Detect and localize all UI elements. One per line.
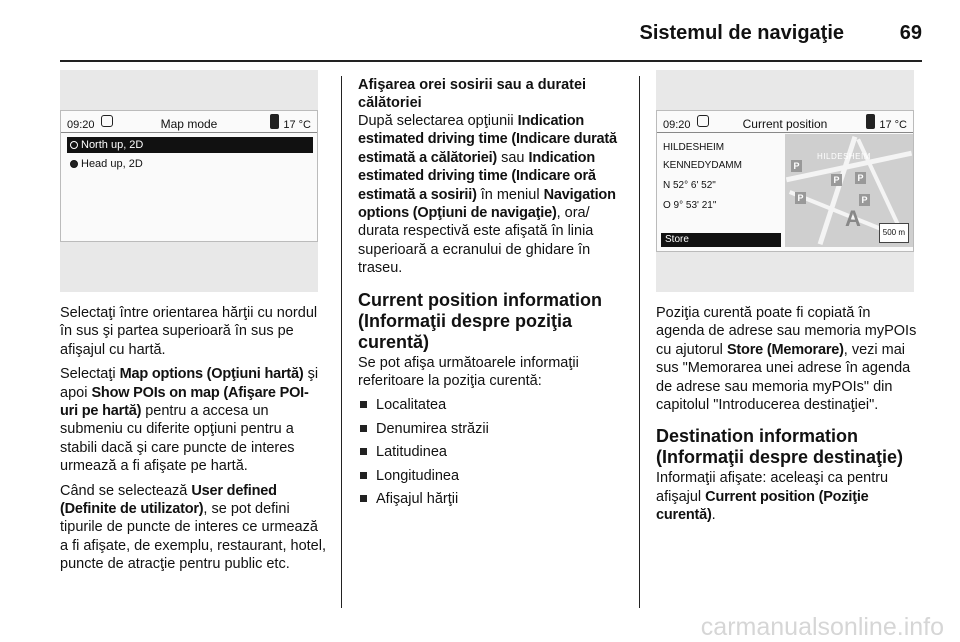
option-label: Head up, 2D <box>81 158 143 170</box>
street-name: KENNEDYDAMM <box>663 160 742 171</box>
watermark: carmanualsonline.info <box>700 613 944 641</box>
page-number: 69 <box>899 22 922 44</box>
section-heading: Destination information (Informaţii despre destinaţie) <box>656 426 904 468</box>
map-scale: 500 m <box>879 223 909 243</box>
list-item: Afişajul hărţii <box>358 490 626 508</box>
thermometer-icon <box>270 114 279 129</box>
parking-icon: P <box>791 160 802 172</box>
current-position-screen <box>656 70 914 292</box>
column-divider <box>639 76 640 608</box>
city-name: HILDESHEIM <box>663 142 725 153</box>
temperature: 17 °C <box>283 119 311 131</box>
list-item: Localitatea <box>358 396 626 414</box>
paragraph: Când se selectează User defined (Definite de utilizator), se pot defini tipurile de puncte de interes ce urmează a fi afişate, de exemplu, restaurant, hotel, puncte de atracţie pentru public etc. <box>60 482 326 573</box>
section-heading: Current position information (Informaţii despre poziţia curentă) <box>358 289 602 352</box>
map-city-label: HILDESHEIM <box>817 152 871 161</box>
paragraph: Poziţia curentă poate fi copiată în agenda de adrese sau memoria myPOIs cu ajutorul Store (Memorare), vezi mai sus "Memorarea unei adrese în agenda de adrese sau memoria myPOIs" din capitolul "Introducerea destinaţiei". <box>656 305 917 414</box>
paragraph: Informaţii afişate: aceleaşi ca pentru afişajul Current position (Poziţie curentă). <box>656 470 889 524</box>
parking-icon: P <box>855 172 866 184</box>
paragraph: Selectaţi între orientarea hărţii cu nordul în sus şi partea superioară în sus pe afişajul cu hartă. <box>60 305 318 358</box>
map-view[interactable] <box>785 134 913 247</box>
map-mode-screen <box>60 70 318 292</box>
column-3 <box>656 70 922 531</box>
section-heading: Afişarea orei sosirii sau a duratei călătoriei <box>358 77 587 111</box>
radio-selected-icon <box>70 160 78 168</box>
paragraph: Selectaţi Map options (Opţiuni hartă) şi apoi Show POIs on map (Afişare POI-uri pe hartă) pentru a accesa un submeniu cu diferite opţiuni pentru a stabili dacă şi care puncte de interes urmează a fi afişate pe hartă. <box>60 366 319 475</box>
option-label: North up, 2D <box>81 139 144 151</box>
column-divider <box>341 76 342 608</box>
screen-status-bar <box>657 111 913 133</box>
list-item: Longitudinea <box>358 467 626 485</box>
clock-time: 09:20 <box>67 119 95 131</box>
temperature: 17 °C <box>879 119 907 131</box>
parking-icon: P <box>831 174 842 186</box>
clock-time: 09:20 <box>663 119 691 131</box>
store-button[interactable]: Store <box>661 233 781 247</box>
thermometer-icon <box>866 114 875 129</box>
screen-title: Current position <box>742 117 828 131</box>
screen-display <box>656 110 914 252</box>
longitude: O 9° 53' 21" <box>663 200 717 211</box>
parking-icon: P <box>795 192 806 204</box>
radio-icon <box>70 141 78 149</box>
screen-status-bar <box>61 111 317 133</box>
screen-display <box>60 110 318 242</box>
position-marker-icon: A <box>845 206 861 231</box>
screen-title: Map mode <box>160 117 218 131</box>
paragraph: După selectarea opţiunii Indication estimated driving time (Indicare durată estimată a călătoriei) sau Indication estimated driving time (Indicare oră estimată a sosirii) în meniul Navigation options (Opţiuni de navigaţie), ora/ durata respectivă este afişată în linia superioară a ecranului de ghidare în traseu. <box>358 113 617 277</box>
list-item: Latitudinea <box>358 443 626 461</box>
page-title: Sistemul de navigaţie <box>639 22 844 44</box>
column-1 <box>60 70 326 580</box>
info-list <box>358 396 626 508</box>
page-header <box>60 18 922 62</box>
parking-icon: P <box>859 194 870 206</box>
option-north-up[interactable] <box>67 137 313 153</box>
column-2 <box>358 76 626 514</box>
list-item: Denumirea străzii <box>358 420 626 438</box>
option-head-up[interactable] <box>67 156 143 172</box>
latitude: N 52° 6' 52" <box>663 180 716 191</box>
paragraph: Se pot afişa următoarele informaţii referitoare la poziţia curentă: <box>358 354 579 390</box>
